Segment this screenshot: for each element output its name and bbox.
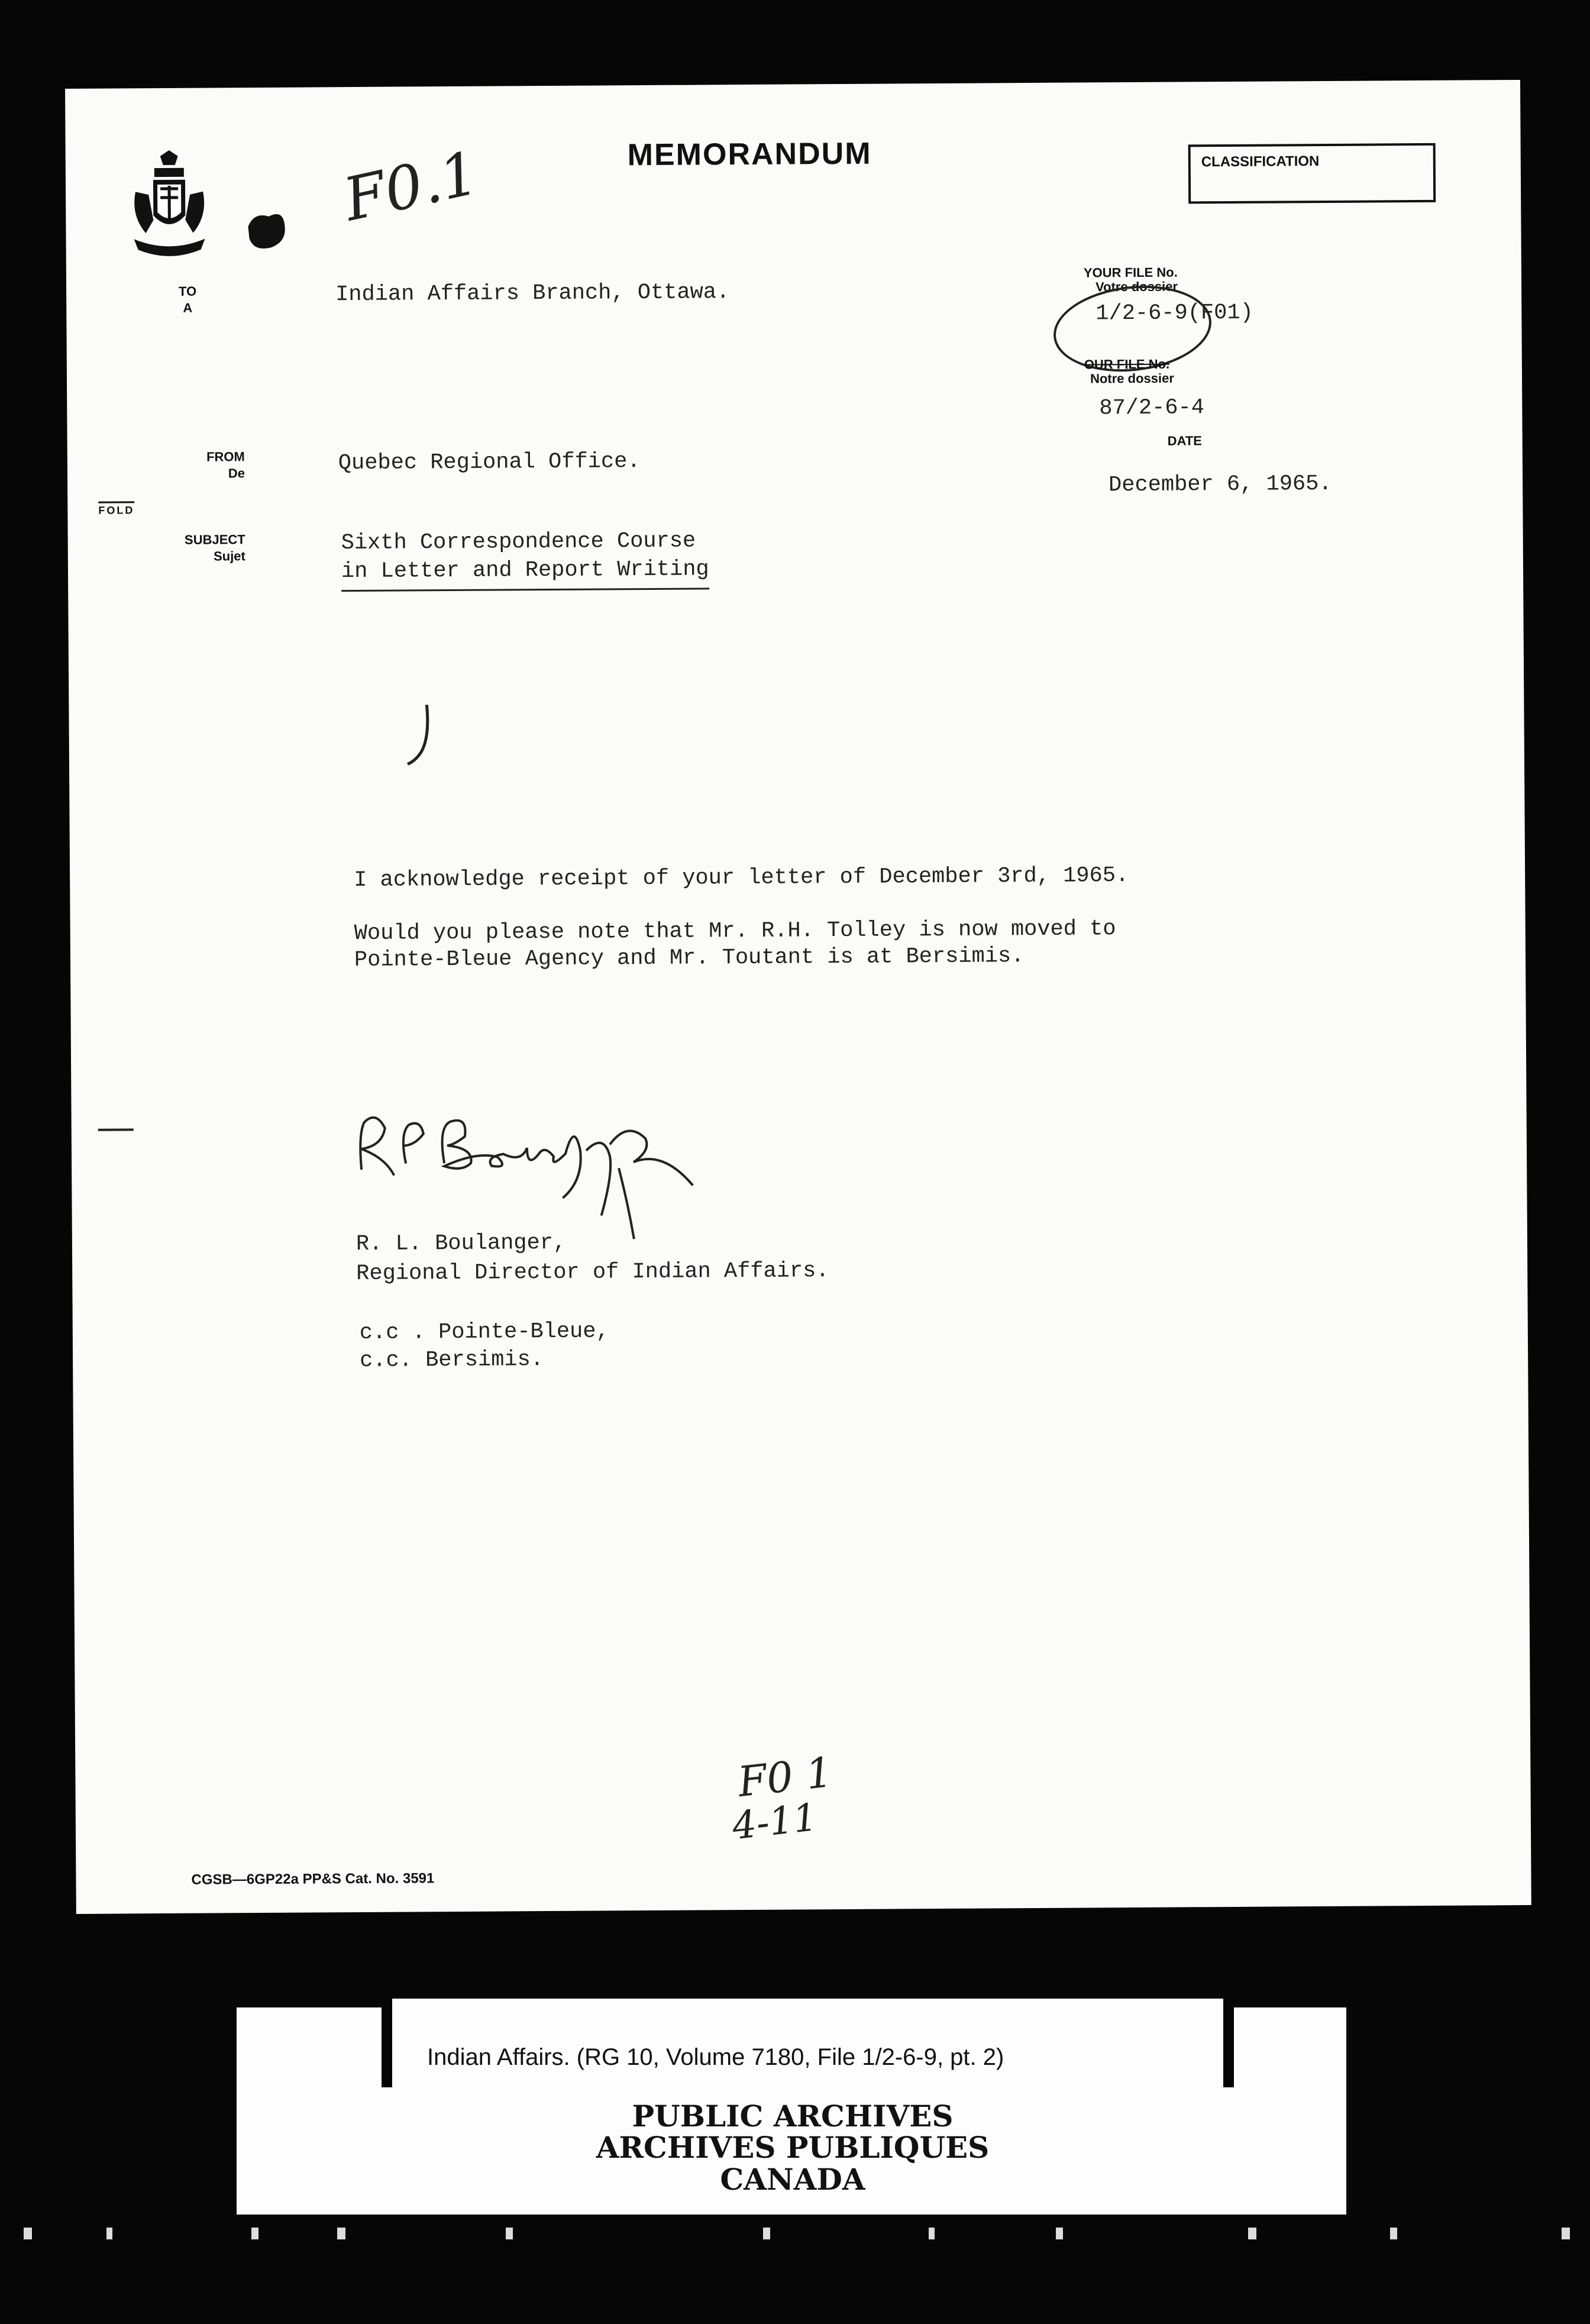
our-file-label: OUR FILE No. Notre dossier	[1084, 356, 1174, 386]
your-file-value: 1/2-6-9(F01)	[1095, 300, 1253, 327]
from-value: Quebec Regional Office.	[338, 449, 641, 476]
from-label: FROM De	[206, 449, 245, 481]
our-file-value: 87/2-6-4	[1099, 395, 1205, 421]
to-value: Indian Affairs Branch, Ottawa.	[335, 280, 730, 308]
coat-of-arms-icon	[131, 150, 208, 263]
memo-page	[65, 80, 1531, 1914]
archive-reference: Indian Affairs. (RG 10, Volume 7180, File 1/2-6-9, pt. 2)	[427, 2044, 1004, 2070]
to-label: TO A	[178, 283, 197, 315]
body-paragraph-1: I acknowledge receipt of your letter of December 3rd, 1965.	[354, 863, 1129, 893]
archive-line-3: CANADA	[720, 2162, 865, 2197]
subject-label: SUBJECT Sujet	[184, 532, 245, 564]
classification-box	[1188, 143, 1436, 204]
cc-line-2: c.c. Bersimis.	[360, 1347, 544, 1373]
handwritten-bottom-note-1: F0 1	[735, 1748, 835, 1807]
form-catalog-number: CGSB—6GP22a PP&S Cat. No. 3591	[191, 1870, 435, 1888]
fold-mark: FOLD	[98, 501, 134, 517]
date-value: December 6, 1965.	[1108, 471, 1332, 498]
signer-title: Regional Director of Indian Affairs.	[356, 1258, 829, 1287]
body-paragraph-2-line-2: Pointe-Bleue Agency and Mr. Toutant is at Bersimis.	[354, 944, 1025, 973]
handwritten-signature	[349, 1096, 835, 1247]
archive-line-2: ARCHIVES PUBLIQUES	[596, 2130, 990, 2165]
margin-mark	[98, 1128, 134, 1131]
subject-line-1: Sixth Correspondence Course	[341, 528, 696, 556]
body-paragraph-2-line-1: Would you please note that Mr. R.H. Tolley is now moved to	[354, 916, 1116, 947]
handwritten-checkmark	[400, 702, 442, 773]
handwritten-file-note: F0.1	[338, 138, 485, 235]
handwritten-bottom-note-2: 4-11	[730, 1796, 820, 1849]
your-file-label: YOUR FILE No. Votre dossier	[1083, 264, 1178, 295]
classification-label: CLASSIFICATION	[1201, 153, 1320, 170]
signer-name: R. L. Boulanger,	[356, 1230, 567, 1257]
film-edge-marks	[18, 2222, 1579, 2245]
subject-line-2: in Letter and Report Writing	[341, 557, 709, 592]
ink-blot	[242, 206, 289, 253]
date-label: DATE	[1167, 433, 1203, 448]
cc-line-1: c.c . Pointe-Bleue,	[359, 1319, 609, 1345]
archive-label-tab	[382, 1999, 1234, 2087]
memo-title: MEMORANDUM	[627, 136, 872, 173]
archive-line-1: PUBLIC ARCHIVES	[632, 2099, 954, 2133]
